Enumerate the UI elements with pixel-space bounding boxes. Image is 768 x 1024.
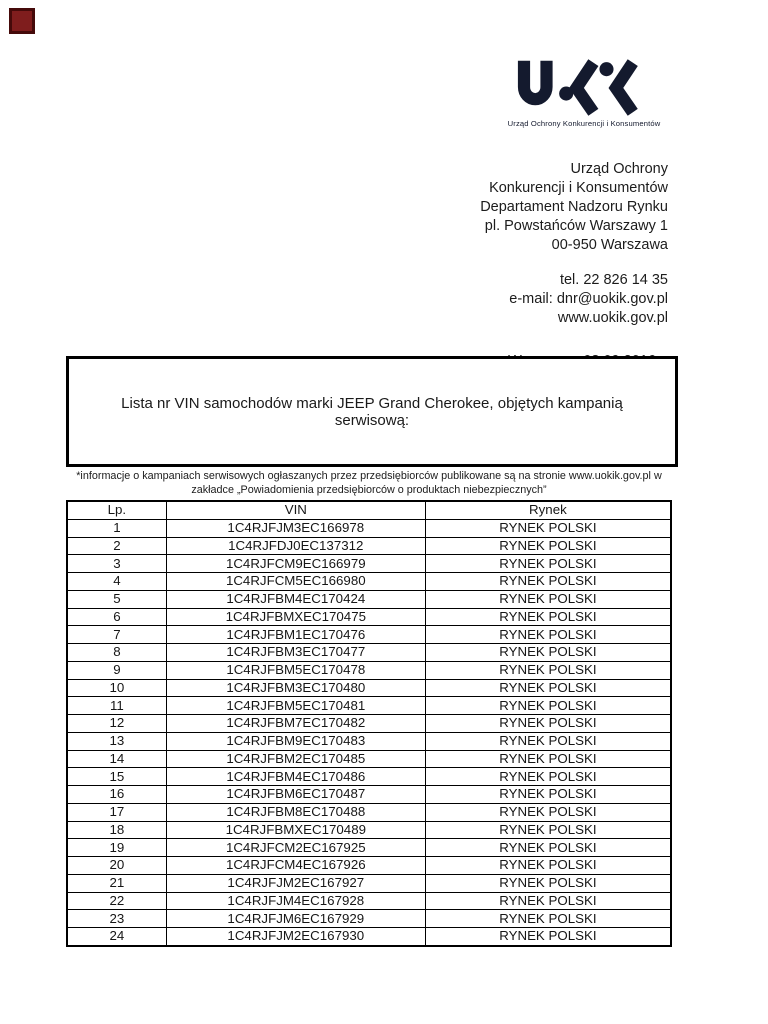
row-number: 1 <box>67 519 166 537</box>
row-number: 16 <box>67 786 166 804</box>
market-value: RYNEK POLSKI <box>425 928 671 946</box>
footnote <box>66 470 672 497</box>
vin-table-body <box>67 519 671 946</box>
table-row <box>67 519 671 537</box>
uokik-logo-icon <box>509 58 659 116</box>
market-value: RYNEK POLSKI <box>425 555 671 573</box>
market-value: RYNEK POLSKI <box>425 839 671 857</box>
table-row <box>67 768 671 786</box>
column-header-lp: Lp. <box>67 501 166 519</box>
logo-caption: Urząd Ochrony Konkurencji i Konsumentów <box>507 119 661 128</box>
uokik-logo <box>504 58 664 128</box>
row-number: 22 <box>67 892 166 910</box>
table-row <box>67 821 671 839</box>
market-value: RYNEK POLSKI <box>425 821 671 839</box>
row-number: 6 <box>67 608 166 626</box>
market-value: RYNEK POLSKI <box>425 608 671 626</box>
vin-value: 1C4RJFJM2EC167930 <box>166 928 425 946</box>
table-row <box>67 910 671 928</box>
table-row <box>67 928 671 946</box>
table-row <box>67 892 671 910</box>
market-value: RYNEK POLSKI <box>425 768 671 786</box>
vin-value: 1C4RJFCM2EC167925 <box>166 839 425 857</box>
market-value: RYNEK POLSKI <box>425 626 671 644</box>
table-row <box>67 661 671 679</box>
table-row <box>67 555 671 573</box>
vin-value: 1C4RJFJM2EC167927 <box>166 874 425 892</box>
footnote-line-1: *informacje o kampaniach serwisowych ogłaszanych przez przedsiębiorców publikowane są na stronie www.uokik.gov.pl w <box>76 470 662 482</box>
vin-value: 1C4RJFCM4EC167926 <box>166 857 425 875</box>
contact-line: e-mail: dnr@uokik.gov.pl <box>509 291 668 307</box>
table-row <box>67 874 671 892</box>
vin-value: 1C4RJFBM3EC170480 <box>166 679 425 697</box>
row-number: 4 <box>67 573 166 591</box>
table-row <box>67 750 671 768</box>
row-number: 2 <box>67 537 166 555</box>
market-value: RYNEK POLSKI <box>425 519 671 537</box>
market-value: RYNEK POLSKI <box>425 661 671 679</box>
row-number: 18 <box>67 821 166 839</box>
red-marker <box>9 8 35 34</box>
row-number: 5 <box>67 590 166 608</box>
vin-value: 1C4RJFBMXEC170489 <box>166 821 425 839</box>
row-number: 15 <box>67 768 166 786</box>
vin-value: 1C4RJFCM9EC166979 <box>166 555 425 573</box>
row-number: 20 <box>67 857 166 875</box>
title-text: Lista nr VIN samochodów marki JEEP Grand Cherokee, objętych kampanią serwisową: <box>121 394 623 429</box>
vin-value: 1C4RJFBM5EC170481 <box>166 697 425 715</box>
vin-value: 1C4RJFBM3EC170477 <box>166 644 425 662</box>
table-row <box>67 644 671 662</box>
table-row <box>67 697 671 715</box>
row-number: 14 <box>67 750 166 768</box>
row-number: 11 <box>67 697 166 715</box>
vin-value: 1C4RJFBM2EC170485 <box>166 750 425 768</box>
market-value: RYNEK POLSKI <box>425 732 671 750</box>
market-value: RYNEK POLSKI <box>425 590 671 608</box>
column-header-vin: VIN <box>166 501 425 519</box>
market-value: RYNEK POLSKI <box>425 573 671 591</box>
address-block <box>480 160 668 371</box>
contact-line: tel. 22 826 14 35 <box>559 272 668 288</box>
market-value: RYNEK POLSKI <box>425 750 671 768</box>
market-value: RYNEK POLSKI <box>425 910 671 928</box>
footnote-line-2: zakładce „Powiadomienia przedsiębiorców o produktach niebezpiecznych” <box>191 483 547 496</box>
table-row <box>67 608 671 626</box>
vin-value: 1C4RJFBM1EC170476 <box>166 626 425 644</box>
table-row <box>67 786 671 804</box>
address-line: Urząd Ochrony <box>570 161 668 177</box>
vin-value: 1C4RJFDJ0EC137312 <box>166 537 425 555</box>
market-value: RYNEK POLSKI <box>425 679 671 697</box>
row-number: 19 <box>67 839 166 857</box>
table-row <box>67 573 671 591</box>
table-row <box>67 715 671 733</box>
vin-value: 1C4RJFBM4EC170486 <box>166 768 425 786</box>
market-value: RYNEK POLSKI <box>425 874 671 892</box>
table-row <box>67 537 671 555</box>
row-number: 3 <box>67 555 166 573</box>
vin-table-head <box>67 501 671 519</box>
row-number: 12 <box>67 715 166 733</box>
table-row <box>67 590 671 608</box>
vin-value: 1C4RJFBMXEC170475 <box>166 608 425 626</box>
address-line: Departament Nadzoru Rynku <box>480 199 668 215</box>
header-row <box>67 501 671 519</box>
vin-value: 1C4RJFBM5EC170478 <box>166 661 425 679</box>
row-number: 7 <box>67 626 166 644</box>
vin-value: 1C4RJFBM4EC170424 <box>166 590 425 608</box>
table-row <box>67 626 671 644</box>
market-value: RYNEK POLSKI <box>425 892 671 910</box>
vin-value: 1C4RJFBM7EC170482 <box>166 715 425 733</box>
row-number: 24 <box>67 928 166 946</box>
table-row <box>67 803 671 821</box>
table-row <box>67 839 671 857</box>
vin-value: 1C4RJFBM6EC170487 <box>166 786 425 804</box>
contact-line: www.uokik.gov.pl <box>557 310 668 326</box>
table-row <box>67 732 671 750</box>
vin-value: 1C4RJFBM9EC170483 <box>166 732 425 750</box>
row-number: 8 <box>67 644 166 662</box>
market-value: RYNEK POLSKI <box>425 537 671 555</box>
address-lines <box>480 160 668 255</box>
vin-value: 1C4RJFJM6EC167929 <box>166 910 425 928</box>
vin-value: 1C4RJFJM3EC166978 <box>166 519 425 537</box>
title-box <box>66 356 678 467</box>
row-number: 13 <box>67 732 166 750</box>
market-value: RYNEK POLSKI <box>425 803 671 821</box>
market-value: RYNEK POLSKI <box>425 715 671 733</box>
column-header-rynek: Rynek <box>425 501 671 519</box>
vin-table <box>66 500 672 947</box>
row-number: 10 <box>67 679 166 697</box>
vin-value: 1C4RJFJM4EC167928 <box>166 892 425 910</box>
table-row <box>67 857 671 875</box>
row-number: 9 <box>67 661 166 679</box>
row-number: 21 <box>67 874 166 892</box>
vin-value: 1C4RJFCM5EC166980 <box>166 573 425 591</box>
vin-value: 1C4RJFBM8EC170488 <box>166 803 425 821</box>
row-number: 17 <box>67 803 166 821</box>
address-line: pl. Powstańców Warszawy 1 <box>484 218 668 234</box>
contact-lines <box>480 271 668 328</box>
market-value: RYNEK POLSKI <box>425 644 671 662</box>
table-row <box>67 679 671 697</box>
market-value: RYNEK POLSKI <box>425 697 671 715</box>
market-value: RYNEK POLSKI <box>425 786 671 804</box>
address-line: 00-950 Warszawa <box>551 237 668 253</box>
market-value: RYNEK POLSKI <box>425 857 671 875</box>
row-number: 23 <box>67 910 166 928</box>
address-line: Konkurencji i Konsumentów <box>489 180 668 196</box>
